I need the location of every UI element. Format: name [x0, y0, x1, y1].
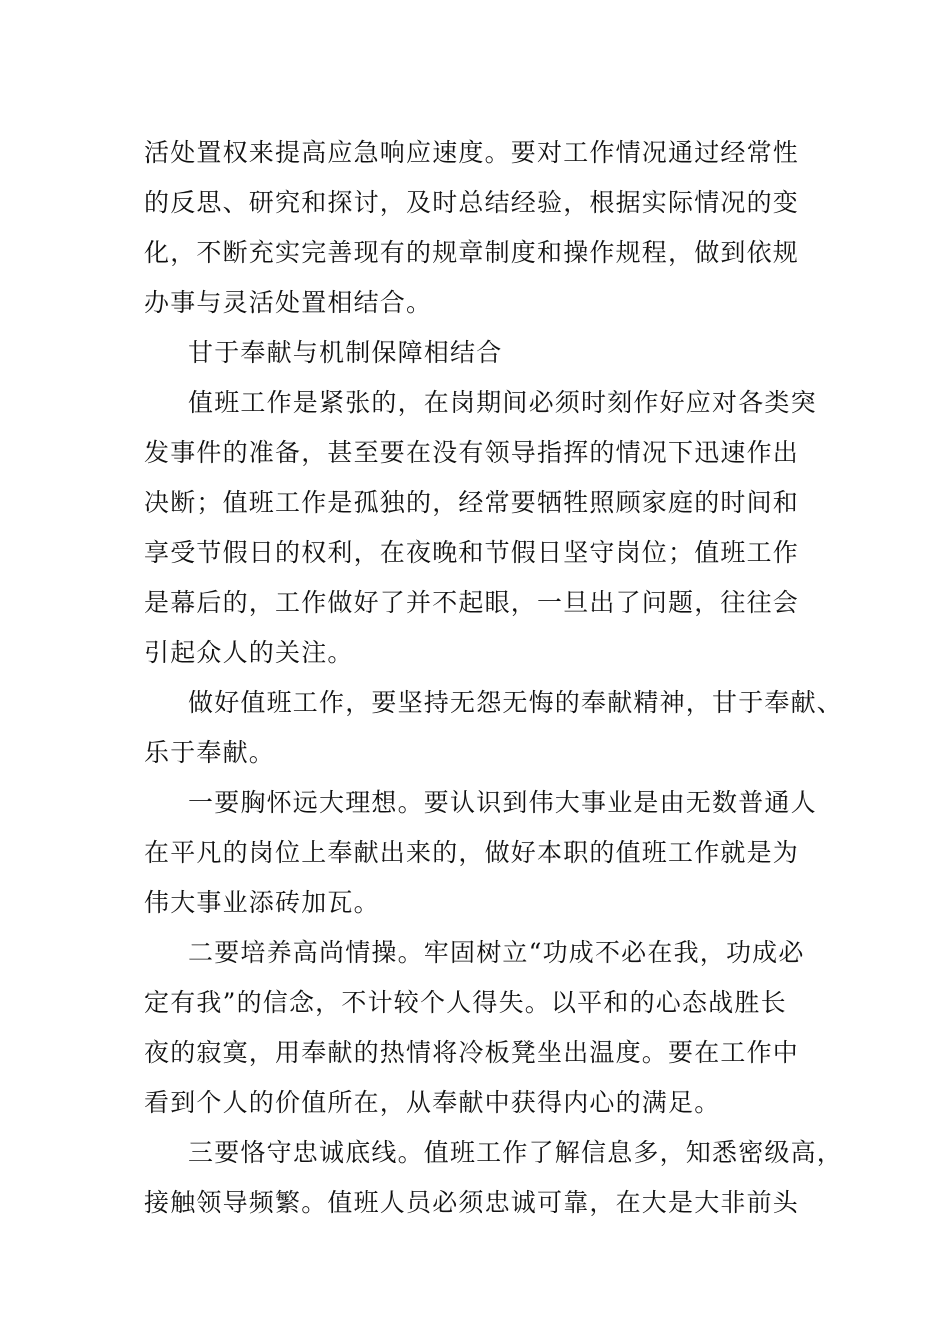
text-line: 值班工作是紧张的，在岗期间必须时刻作好应对各类突: [188, 388, 817, 417]
text-line: 引起众人的关注。: [144, 638, 354, 667]
text-line: 化，不断充实完善现有的规章制度和操作规程，做到依规: [144, 238, 800, 267]
text-line: 夜的寂寞，用奉献的热情将冷板凳坐出温度。要在工作中: [144, 1038, 800, 1067]
text-line: 在平凡的岗位上奉献出来的，做好本职的值班工作就是为: [144, 838, 800, 867]
text-line: 二要培养高尚情操。牢固树立“功成不必在我，功成必: [188, 938, 805, 967]
section-heading: 甘于奉献与机制保障相结合: [188, 338, 503, 367]
text-line: 乐于奉献。: [144, 738, 276, 767]
text-line: 三要恪守忠诚底线。值班工作了解信息多，知悉密级高，: [188, 1138, 844, 1167]
text-line: 一要胸怀远大理想。要认识到伟大事业是由无数普通人: [188, 788, 817, 817]
text-line: 享受节假日的权利，在夜晚和节假日坚守岗位；值班工作: [144, 538, 800, 567]
document-body: [144, 128, 844, 1228]
text-line: 接触领导频繁。值班人员必须忠诚可靠，在大是大非前头: [144, 1188, 800, 1217]
text-line: 的反思、研究和探讨，及时总结经验，根据实际情况的变: [144, 188, 800, 217]
text-line: 伟大事业添砖加瓦。: [144, 888, 380, 917]
text-line: 定有我”的信念，不计较个人得失。以平和的心态战胜长: [144, 988, 787, 1017]
text-line: 发事件的准备，甚至要在没有领导指挥的情况下迅速作出: [144, 438, 800, 467]
text-line: 看到个人的价值所在，从奉献中获得内心的满足。: [144, 1088, 721, 1117]
text-line: 决断；值班工作是孤独的，经常要牺牲照顾家庭的时间和: [144, 488, 800, 517]
text-line: 是幕后的，工作做好了并不起眼，一旦出了问题，往往会: [144, 588, 800, 617]
text-line: 办事与灵活处置相结合。: [144, 288, 433, 317]
text-line: 做好值班工作，要坚持无怨无悔的奉献精神，甘于奉献、: [188, 688, 844, 717]
text-line: 活处置权来提高应急响应速度。要对工作情况通过经常性: [144, 138, 800, 167]
